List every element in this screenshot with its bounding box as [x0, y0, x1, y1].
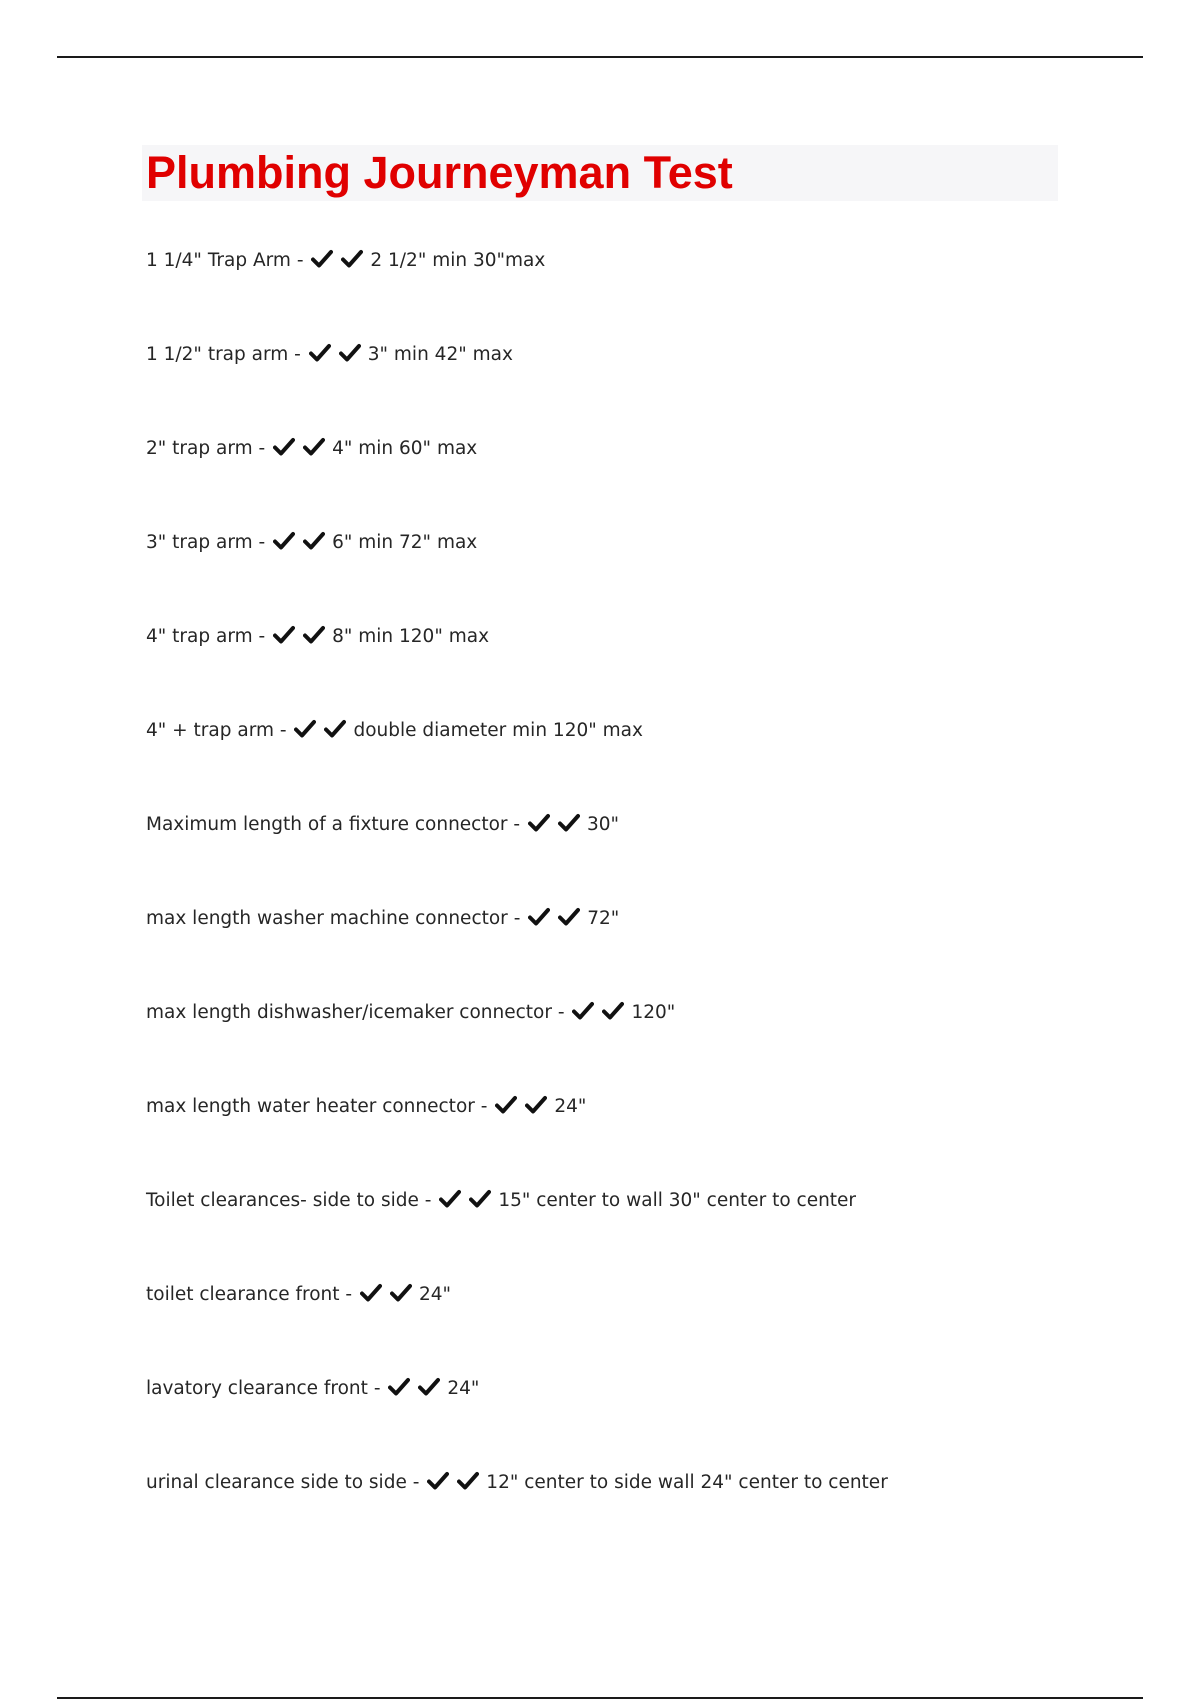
answer-text: 72" — [587, 908, 620, 929]
question-text: max length dishwasher/icemaker connector — [146, 1002, 552, 1023]
check-icon — [602, 1001, 628, 1021]
answer-text: 12" center to side wall 24" center to center — [486, 1472, 888, 1493]
question-text: Maximum length of a fixture connector — [146, 814, 508, 835]
check-icon — [390, 1283, 416, 1303]
separator: - — [258, 438, 266, 459]
answer-text: 24" — [418, 1284, 452, 1305]
answer-text: 24" — [554, 1096, 587, 1117]
qa-item — [146, 904, 1126, 998]
answer-text: 30" — [587, 814, 620, 835]
separator: - — [279, 720, 287, 741]
separator: - — [513, 908, 521, 929]
separator: - — [258, 532, 266, 553]
check-icon — [303, 625, 329, 645]
qa-item — [146, 434, 1126, 528]
check-icon — [427, 1471, 453, 1491]
answer-text: 120" — [631, 1002, 676, 1023]
separator: - — [345, 1284, 353, 1305]
qa-item — [146, 1092, 1126, 1186]
separator: - — [513, 814, 521, 835]
check-icon — [309, 343, 335, 363]
question-text: lavatory clearance front — [146, 1378, 368, 1399]
answer-text: 24" — [447, 1378, 480, 1399]
separator: - — [412, 1472, 420, 1493]
check-icon — [558, 813, 584, 833]
separator: - — [258, 626, 266, 647]
answer-text: 6" min 72" max — [332, 532, 478, 553]
qa-list — [146, 246, 1126, 1562]
separator: - — [296, 250, 304, 271]
check-icon — [528, 813, 554, 833]
check-icon — [525, 1095, 551, 1115]
question-text: 1 1/2" trap arm — [146, 344, 289, 365]
check-icon — [528, 907, 554, 927]
check-icon — [439, 1189, 465, 1209]
qa-item — [146, 1186, 1126, 1280]
check-icon — [457, 1471, 483, 1491]
check-icon — [469, 1189, 495, 1209]
qa-item — [146, 622, 1126, 716]
answer-text: 8" min 120" max — [332, 626, 490, 647]
question-text: max length water heater connector — [146, 1096, 475, 1117]
check-icon — [339, 343, 365, 363]
check-icon — [495, 1095, 521, 1115]
check-icon — [303, 437, 329, 457]
check-icon — [418, 1377, 444, 1397]
separator: - — [373, 1378, 381, 1399]
footer-rule — [57, 1697, 1143, 1699]
check-icon — [558, 907, 584, 927]
answer-text: double diameter min 120" max — [353, 720, 643, 741]
question-text: 1 1/4" Trap Arm — [146, 250, 291, 271]
qa-item — [146, 1374, 1126, 1468]
question-text: 4" trap arm — [146, 626, 253, 647]
qa-item — [146, 716, 1126, 810]
question-text: 3" trap arm — [146, 532, 253, 553]
answer-text: 4" min 60" max — [332, 438, 478, 459]
check-icon — [273, 437, 299, 457]
check-icon — [294, 719, 320, 739]
answer-text: 2 1/2" min 30"max — [370, 250, 546, 271]
qa-item — [146, 1280, 1126, 1374]
separator: - — [424, 1190, 432, 1211]
question-text: urinal clearance side to side — [146, 1472, 407, 1493]
separator: - — [294, 344, 301, 365]
answer-text: 3" min 42" max — [367, 344, 513, 365]
question-text: 2" trap arm — [146, 438, 253, 459]
check-icon — [303, 531, 329, 551]
separator: - — [480, 1096, 488, 1117]
separator: - — [557, 1002, 565, 1023]
check-icon — [311, 249, 337, 269]
check-icon — [572, 1001, 598, 1021]
question-text: Toilet clearances- side to side — [146, 1190, 419, 1211]
page-title: Plumbing Journeyman Test — [146, 147, 733, 198]
question-text: 4" + trap arm — [146, 720, 275, 741]
check-icon — [388, 1377, 414, 1397]
qa-item — [146, 528, 1126, 622]
check-icon — [360, 1283, 386, 1303]
qa-item — [146, 810, 1126, 904]
question-text: max length washer machine connector — [146, 908, 508, 929]
check-icon — [341, 249, 367, 269]
qa-item — [146, 1468, 1126, 1562]
question-text: toilet clearance front — [146, 1284, 340, 1305]
check-icon — [273, 531, 299, 551]
check-icon — [324, 719, 350, 739]
header-rule — [57, 56, 1143, 58]
qa-item — [146, 246, 1126, 340]
qa-item — [146, 998, 1126, 1092]
qa-item — [146, 340, 1126, 434]
answer-text: 15" center to wall 30" center to center — [498, 1190, 857, 1211]
check-icon — [273, 625, 299, 645]
